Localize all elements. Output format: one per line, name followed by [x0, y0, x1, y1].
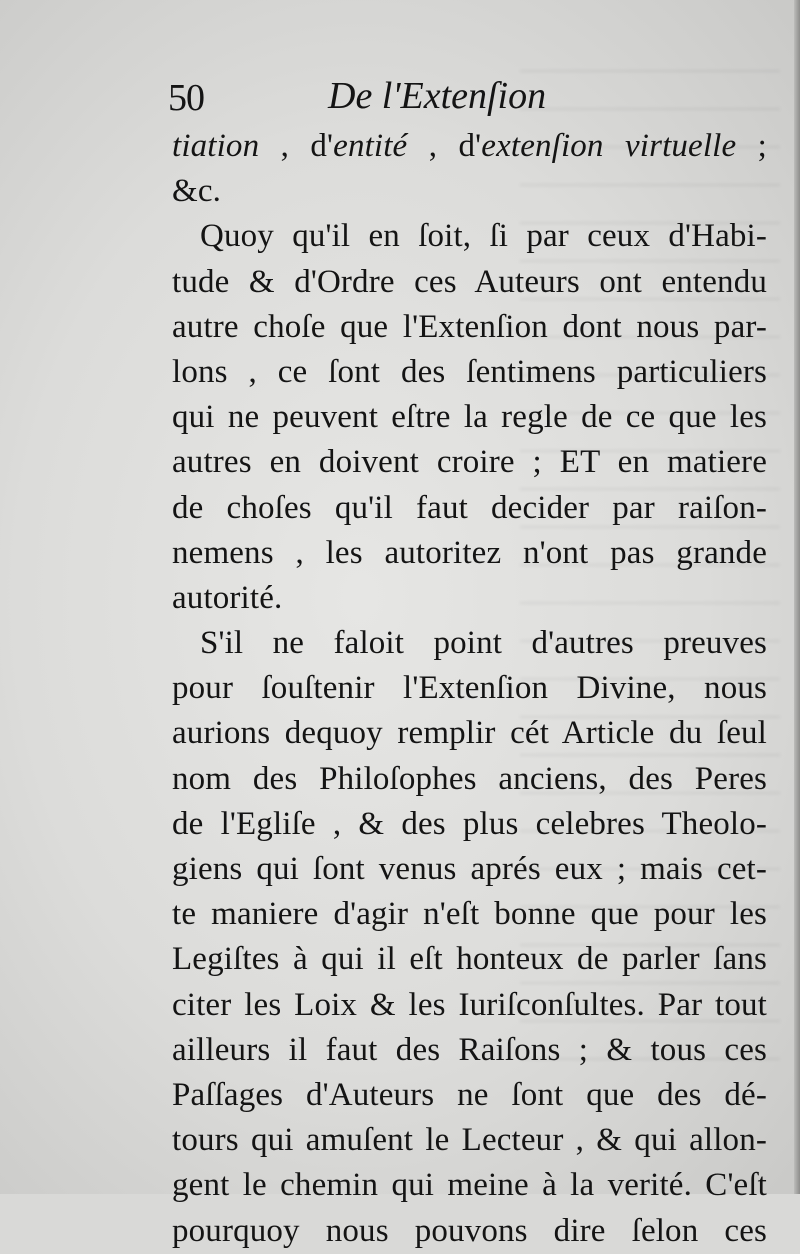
text-line [172, 892, 767, 937]
page-number: 50 [168, 77, 204, 119]
text-run: gent le chemin qui meine à la verité. C'eſt [172, 1167, 767, 1204]
italic-text: entité [333, 128, 408, 164]
text-line [172, 1118, 767, 1163]
text-line [172, 576, 767, 621]
text-run: pour ſouſtenir l'Extenſion Divine, nous [172, 670, 767, 707]
text-run: autre choſe que l'Extenſion dont nous par- [172, 308, 767, 345]
text-line [172, 350, 767, 395]
page-edge [794, 0, 800, 1194]
text-line [172, 124, 767, 169]
running-title: De l'Extenſion [328, 75, 547, 117]
text-run: giens qui ſont venus aprés eux ; mais cet- [172, 851, 767, 887]
text-run: nom des Philoſophes anciens, des Peres [172, 760, 767, 797]
text-line [172, 1028, 767, 1073]
text-line [172, 1073, 767, 1118]
text-run: de choſes qu'il faut decider par raiſon- [172, 489, 767, 526]
text-line [172, 486, 767, 531]
text-run: , d' [259, 128, 334, 164]
text-line [172, 621, 767, 666]
italic-text: tiation [172, 128, 260, 164]
text-line [172, 531, 767, 576]
text-run: nemens , les autoritez n'ont pas grande [172, 534, 767, 571]
text-run: autorité. [172, 579, 283, 616]
text-line [172, 757, 767, 802]
text-run: te maniere d'agir n'eſt bonne que pour les [172, 896, 767, 933]
text-run: ; [736, 128, 767, 164]
text-run: Quoy qu'il en ſoit, ſi par ceux d'Habi- [200, 218, 767, 255]
text-run: tude & d'Ordre ces Auteurs ont entendu [172, 263, 767, 300]
text-run: pourquoy nous pouvons dire ſelon ces [172, 1212, 767, 1249]
italic-text: extenſion virtuelle [481, 128, 737, 164]
text-run: autres en doivent croire ; ET en matiere [172, 444, 767, 481]
text-line [172, 1209, 767, 1254]
text-line [172, 440, 767, 485]
text-line [172, 1163, 767, 1208]
body-text [172, 124, 767, 1254]
text-run: Legiſtes à qui il eſt honteux de parler ſans [172, 941, 767, 978]
text-line [172, 983, 767, 1028]
text-line [172, 711, 767, 756]
text-line [172, 802, 767, 847]
text-run: qui ne peuvent eſtre la regle de ce que les [172, 399, 767, 436]
text-run: &c. [172, 173, 222, 210]
text-run: tours qui amuſent le Lecteur , & qui allon- [172, 1122, 767, 1159]
text-run: aurions dequoy remplir cét Article du ſeul [172, 715, 767, 752]
text-run: S'il ne faloit point d'autres preuves [200, 625, 767, 662]
text-line [172, 214, 767, 259]
text-run: , d' [407, 128, 482, 164]
text-run: lons , ce ſont des ſentimens particuliers [172, 353, 767, 390]
text-line [172, 937, 767, 982]
text-line [172, 260, 767, 305]
text-line [172, 305, 767, 350]
text-line [172, 847, 767, 892]
text-run: ailleurs il faut des Raiſons ; & tous ces [172, 1031, 767, 1068]
text-line [172, 666, 767, 711]
text-line [172, 395, 767, 440]
text-run: Paſſages d'Auteurs ne ſont que des dé- [172, 1076, 767, 1113]
text-run: citer les Loix & les Iuriſconſultes. Par tout [172, 986, 767, 1023]
text-run: de l'Egliſe , & des plus celebres Theolo- [172, 805, 767, 842]
text-line [172, 169, 767, 214]
